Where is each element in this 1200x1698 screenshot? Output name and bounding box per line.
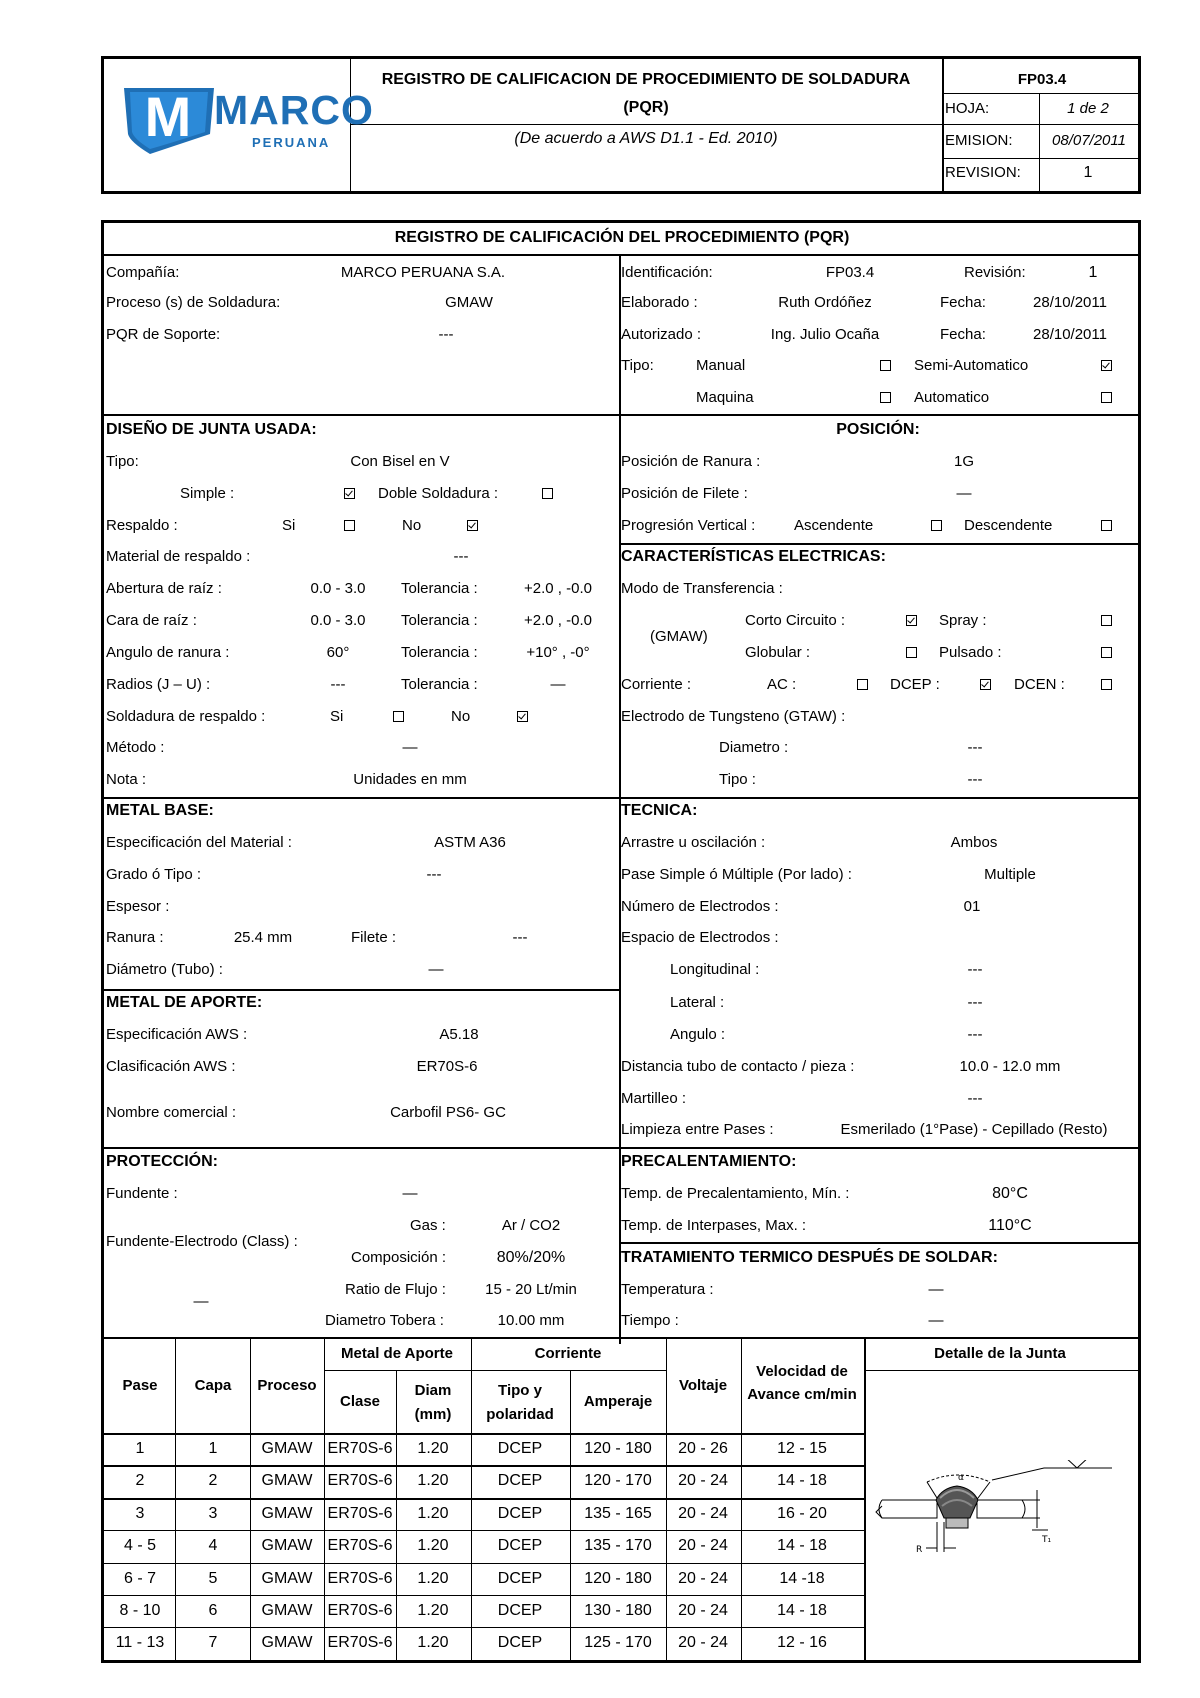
semi-label: Semi-Automatico [914, 357, 1029, 374]
table-cell-proceso: GMAW [261, 1634, 313, 1651]
material-value: --- [453, 548, 469, 565]
table-cell-diam: 1.20 [417, 1634, 449, 1651]
emision-value: 08/07/2011 [1052, 132, 1126, 149]
table-cell-capa: 2 [208, 1472, 218, 1489]
table-cell-voltaje: 20 - 24 [678, 1472, 728, 1489]
table-cell-diam: 1.20 [417, 1570, 449, 1587]
ascendente-checkbox[interactable] [931, 520, 942, 531]
table-row-line [864, 1370, 1138, 1371]
automatico-checkbox[interactable] [1101, 392, 1112, 403]
table-cell-voltaje: 20 - 26 [678, 1440, 728, 1457]
respaldo-label: Respaldo : [106, 517, 178, 534]
dcep-label: DCEP : [890, 676, 940, 693]
rule [104, 797, 1138, 799]
respaldo-no-checkbox[interactable] [467, 520, 478, 531]
precal-min-value: 80°C [992, 1185, 1028, 1202]
table-cell-diam: 1.20 [417, 1472, 449, 1489]
table-cell-tipo: DCEP [497, 1472, 543, 1489]
proceso-label: Proceso (s) de Soldadura: [106, 294, 281, 311]
table-row-line [104, 1563, 864, 1564]
header-div [942, 93, 1139, 94]
gmaw-label: (GMAW) [650, 628, 708, 645]
angulo-tol-value: +10° , -0° [526, 644, 590, 661]
table-cell-tipo: DCEP [497, 1440, 543, 1457]
maquina-label: Maquina [696, 389, 754, 406]
th-detalle: Detalle de la Junta [934, 1345, 1066, 1362]
nombre-value: Carbofil PS6- GC [390, 1104, 506, 1121]
base-title: METAL BASE: [106, 802, 214, 819]
martilleo-value: --- [967, 1090, 983, 1107]
doc-title: REGISTRO DE CALIFICACION DE PROCEDIMIENTO DE SOLDADURA [381, 71, 911, 88]
nota-label: Nota : [106, 771, 147, 788]
ranura-value: 25.4 mm [233, 929, 293, 946]
ac-checkbox[interactable] [857, 679, 868, 690]
table-cell-diam: 1.20 [417, 1602, 449, 1619]
grado-value: --- [426, 866, 442, 883]
table-cell-capa: 7 [208, 1634, 218, 1651]
diametro-tubo-value: — [428, 961, 444, 978]
table-row-line [104, 1465, 864, 1467]
table-cell-diam: 1.20 [417, 1537, 449, 1554]
doc-code: FP03.4 [1017, 71, 1067, 88]
table-cell-pase: 11 - 13 [115, 1634, 165, 1651]
th-diam-unit: (mm) [414, 1406, 452, 1423]
ac-label: AC : [767, 676, 797, 693]
hoja-value: 1 de 2 [1067, 100, 1109, 117]
temperatura-label: Temperatura : [621, 1281, 714, 1298]
numero-value: 01 [963, 898, 981, 915]
rule [104, 1147, 1138, 1149]
abertura-tol-value: +2.0 , -0.0 [524, 580, 592, 597]
table-cell-amperaje: 125 - 170 [584, 1634, 652, 1651]
aporte-title: METAL DE APORTE: [106, 994, 263, 1011]
table-row-line [104, 1627, 864, 1628]
th-diam: Diam [414, 1382, 452, 1399]
pqr-soporte-value: --- [438, 326, 454, 343]
longitudinal-value: --- [967, 961, 983, 978]
pos-ranura-label: Posición de Ranura : [621, 453, 761, 470]
base-espec-value: ASTM A36 [434, 834, 506, 851]
table-cell-capa: 5 [208, 1570, 218, 1587]
radios-tol-value: — [550, 676, 566, 693]
table-cell-pase: 1 [135, 1440, 145, 1457]
lateral-value: --- [967, 994, 983, 1011]
th-corriente: Corriente [534, 1345, 602, 1362]
ranura-label: Ranura : [106, 929, 164, 946]
angulo-tol-label: Tolerancia : [401, 644, 478, 661]
joint-detail-diagram [872, 1460, 1132, 1590]
table-cell-velocidad: 14 -18 [779, 1570, 825, 1587]
fund-elec-label: Fundente-Electrodo (Class) : [106, 1233, 298, 1250]
pase-value: Multiple [984, 866, 1036, 883]
table-cell-clase: ER70S-6 [327, 1440, 393, 1457]
numero-label: Número de Electrodos : [621, 898, 779, 915]
junta-tipo-value: Con Bisel en V [350, 453, 450, 470]
descendente-checkbox[interactable] [1101, 520, 1112, 531]
sold-resp-no-label: No [451, 708, 471, 725]
tung-tipo-label: Tipo : [719, 771, 756, 788]
cara-tol-label: Tolerancia : [401, 612, 478, 629]
header-div [350, 124, 942, 125]
radios-label: Radios (J – U) : [106, 676, 211, 693]
corto-label: Corto Circuito : [745, 612, 846, 629]
header-div [942, 124, 1139, 125]
table-cell-proceso: GMAW [261, 1570, 313, 1587]
compania-value: MARCO PERUANA S.A. [340, 264, 506, 281]
globular-checkbox[interactable] [906, 647, 917, 658]
elaborado-label: Elaborado : [621, 294, 698, 311]
table-cell-velocidad: 14 - 18 [777, 1472, 827, 1489]
limpieza-label: Limpieza entre Pases : [621, 1121, 774, 1138]
abertura-tol-label: Tolerancia : [401, 580, 478, 597]
metodo-value: — [402, 739, 418, 756]
posicion-title: POSICIÓN: [836, 421, 920, 438]
base-espec-label: Especificación del Material : [106, 834, 292, 851]
composicion-value: 80%/20% [496, 1249, 566, 1266]
doc-subtitle: (De acuerdo a AWS D1.1 - Ed. 2010) [514, 130, 778, 147]
filete-value: --- [512, 929, 528, 946]
respaldo-si-checkbox[interactable] [344, 520, 355, 531]
limpieza-value: Esmerilado (1°Pase) - Cepillado (Resto) [840, 1121, 1108, 1138]
table-cell-tipo: DCEP [497, 1505, 543, 1522]
ratio-value: 15 - 20 Lt/min [485, 1281, 577, 1298]
spray-checkbox[interactable] [1101, 615, 1112, 626]
ratio-label: Ratio de Flujo : [345, 1281, 446, 1298]
th-tipo: Tipo y [498, 1382, 542, 1399]
hoja-label: HOJA: [945, 100, 990, 117]
th-amperaje: Amperaje [583, 1393, 653, 1410]
th-metal: Metal de Aporte [341, 1345, 453, 1362]
table-cell-velocidad: 12 - 15 [777, 1440, 827, 1457]
revision-value: 1 [1083, 164, 1093, 181]
temperatura-value: — [928, 1281, 944, 1298]
pulsado-label: Pulsado : [939, 644, 1002, 661]
manual-checkbox[interactable] [880, 360, 891, 371]
precal-min-label: Temp. de Precalentamiento, Mín. : [621, 1185, 850, 1202]
tiempo-value: — [928, 1312, 944, 1329]
table-cell-capa: 6 [208, 1602, 218, 1619]
autorizado-label: Autorizado : [621, 326, 702, 343]
nota-value: Unidades en mm [353, 771, 467, 788]
table-cell-voltaje: 20 - 24 [678, 1570, 728, 1587]
angulo-value: 60° [326, 644, 350, 661]
pqr-soporte-label: PQR de Soporte: [106, 326, 221, 343]
table-cell-voltaje: 20 - 24 [678, 1505, 728, 1522]
progresion-label: Progresión Vertical : [621, 517, 756, 534]
table-cell-capa: 3 [208, 1505, 218, 1522]
table-cell-amperaje: 135 - 170 [584, 1537, 652, 1554]
composicion-label: Composición : [351, 1249, 447, 1266]
elaborado-value: Ruth Ordóñez [778, 294, 872, 311]
table-cell-pase: 6 - 7 [123, 1570, 157, 1587]
fecha2-value: 28/10/2011 [1033, 326, 1107, 343]
table-cell-amperaje: 130 - 180 [584, 1602, 652, 1619]
descendente-label: Descendente [964, 517, 1053, 534]
table-cell-voltaje: 20 - 24 [678, 1634, 728, 1651]
espacio-label: Espacio de Electrodos : [621, 929, 779, 946]
emision-label: EMISION: [945, 132, 1013, 149]
fecha1-label: Fecha: [940, 294, 986, 311]
revision-label: REVISION: [945, 164, 1021, 181]
dcep-checkbox[interactable] [980, 679, 991, 690]
tipo-label: Tipo: [621, 357, 654, 374]
table-row-line [104, 1498, 864, 1500]
svg-text:M: M [144, 85, 192, 148]
fundente-value: — [402, 1185, 418, 1202]
electricas-title: CARACTERÍSTICAS ELECTRICAS: [621, 548, 886, 565]
table-cell-tipo: DCEP [497, 1570, 543, 1587]
tec-angulo-value: --- [967, 1026, 983, 1043]
r-label: R [916, 1545, 923, 1555]
th-proceso: Proceso [257, 1377, 317, 1394]
tobera-value: 10.00 mm [497, 1312, 565, 1329]
pase-label: Pase Simple ó Múltiple (Por lado) : [621, 866, 852, 883]
table-cell-tipo: DCEP [497, 1634, 543, 1651]
lateral-label: Lateral : [670, 994, 725, 1011]
table-cell-clase: ER70S-6 [327, 1602, 393, 1619]
table-cell-velocidad: 12 - 16 [777, 1634, 827, 1651]
longitudinal-label: Longitudinal : [670, 961, 760, 978]
pos-filete-value: — [956, 485, 972, 502]
distancia-label: Distancia tubo de contacto / pieza : [621, 1058, 855, 1075]
cara-tol-value: +2.0 , -0.0 [524, 612, 592, 629]
alpha-label: α [958, 1473, 964, 1483]
table-col [570, 1370, 571, 1660]
table-cell-pase: 4 - 5 [123, 1537, 157, 1554]
identificacion-value: FP03.4 [825, 264, 875, 281]
precal-max-label: Temp. de Interpases, Max. : [621, 1217, 807, 1234]
table-cell-voltaje: 20 - 24 [678, 1537, 728, 1554]
th-polaridad: polaridad [486, 1406, 554, 1423]
compania-label: Compañía: [106, 264, 180, 281]
logo-text: MARCO [214, 87, 374, 133]
tungsteno-label: Electrodo de Tungsteno (GTAW) : [621, 708, 846, 725]
table-row-line [104, 1595, 864, 1596]
table-row-line [104, 1433, 864, 1435]
distancia-value: 10.0 - 12.0 mm [959, 1058, 1061, 1075]
th-clase: Clase [339, 1393, 381, 1410]
table-cell-diam: 1.20 [417, 1440, 449, 1457]
tung-diametro-value: --- [967, 739, 983, 756]
header-div [942, 58, 944, 192]
filete-label: Filete : [351, 929, 397, 946]
tung-tipo-value: --- [967, 771, 983, 788]
fecha2-label: Fecha: [940, 326, 986, 343]
table-cell-clase: ER70S-6 [327, 1570, 393, 1587]
rule [620, 1242, 1138, 1244]
table-cell-velocidad: 16 - 20 [777, 1505, 827, 1522]
rule [104, 1337, 1138, 1339]
main-title: REGISTRO DE CALIFICACIÓN DEL PROCEDIMIENTO (PQR) [394, 229, 850, 246]
tiempo-label: Tiempo : [621, 1312, 679, 1329]
corriente-label: Corriente : [621, 676, 692, 693]
revision2-label: Revisión: [964, 264, 1026, 281]
rule [619, 255, 621, 1344]
t1-label: T₁ [1042, 1535, 1052, 1545]
corto-checkbox[interactable] [906, 615, 917, 626]
semi-checkbox[interactable] [1101, 360, 1112, 371]
martilleo-label: Martilleo : [621, 1090, 687, 1107]
pos-ranura-value: 1G [953, 453, 975, 470]
tobera-label: Diametro Tobera : [325, 1312, 444, 1329]
table-cell-tipo: DCEP [497, 1537, 543, 1554]
precal-title: PRECALENTAMIENTO: [621, 1153, 797, 1170]
header-div [942, 158, 1139, 159]
table-cell-proceso: GMAW [261, 1602, 313, 1619]
table-cell-amperaje: 120 - 180 [584, 1570, 652, 1587]
simple-checkbox[interactable] [344, 488, 355, 499]
table-cell-tipo: DCEP [497, 1602, 543, 1619]
table-cell-pase: 8 - 10 [119, 1602, 161, 1619]
angulo-label: Angulo de ranura : [106, 644, 230, 661]
cara-value: 0.0 - 3.0 [310, 612, 366, 629]
table-cell-velocidad: 14 - 18 [777, 1602, 827, 1619]
cara-label: Cara de raíz : [106, 612, 197, 629]
precal-max-value: 110°C [988, 1217, 1032, 1234]
gas-value: Ar / CO2 [501, 1217, 561, 1234]
sold-resp-label: Soldadura de respaldo : [106, 708, 266, 725]
table-cell-capa: 4 [208, 1537, 218, 1554]
table-cell-clase: ER70S-6 [327, 1537, 393, 1554]
logo-subtext: PERUANA [252, 135, 331, 150]
metodo-label: Método : [106, 739, 165, 756]
table-cell-proceso: GMAW [261, 1505, 313, 1522]
globular-label: Globular : [745, 644, 811, 661]
sold-resp-si-label: Si [330, 708, 344, 725]
respaldo-si-label: Si [282, 517, 296, 534]
junta-tipo-label: Tipo: [106, 453, 139, 470]
simple-label: Simple : [180, 485, 235, 502]
table-col [396, 1370, 397, 1660]
header-div [1039, 93, 1040, 192]
table-cell-clase: ER70S-6 [327, 1634, 393, 1651]
respaldo-no-label: No [402, 517, 422, 534]
table-row-line [324, 1370, 666, 1371]
radios-tol-label: Tolerancia : [401, 676, 478, 693]
dcen-label: DCEN : [1014, 676, 1065, 693]
joint-diagram-icon [872, 1460, 1132, 1590]
autorizado-value: Ing. Julio Ocaña [770, 326, 880, 343]
pos-filete-label: Posición de Filete : [621, 485, 748, 502]
abertura-value: 0.0 - 3.0 [310, 580, 366, 597]
diametro-tubo-label: Diámetro (Tubo) : [106, 961, 223, 978]
th-pase: Pase [122, 1377, 158, 1394]
modo-label: Modo de Transferencia : [621, 580, 783, 597]
manual-label: Manual [696, 357, 746, 374]
table-row-line [104, 1530, 864, 1531]
th-voltaje: Voltaje [678, 1377, 728, 1394]
table-cell-amperaje: 135 - 165 [584, 1505, 652, 1522]
doc-title-sub: (PQR) [623, 99, 669, 116]
table-cell-proceso: GMAW [261, 1472, 313, 1489]
table-cell-proceso: GMAW [261, 1440, 313, 1457]
company-logo [120, 82, 374, 157]
rule [104, 989, 619, 991]
identificacion-label: Identificación: [621, 264, 713, 281]
doble-label: Doble Soldadura : [378, 485, 499, 502]
sold-resp-si-checkbox[interactable] [393, 711, 404, 722]
table-col [864, 1337, 866, 1660]
pulsado-checkbox[interactable] [1101, 647, 1112, 658]
clasif-label: Clasificación AWS : [106, 1058, 236, 1075]
table-cell-diam: 1.20 [417, 1505, 449, 1522]
abertura-label: Abertura de raíz : [106, 580, 222, 597]
automatico-label: Automatico [914, 389, 990, 406]
fecha1-value: 28/10/2011 [1033, 294, 1107, 311]
rule [104, 414, 1138, 416]
dcen-checkbox[interactable] [1101, 679, 1112, 690]
grado-label: Grado ó Tipo : [106, 866, 202, 883]
table-cell-amperaje: 120 - 180 [584, 1440, 652, 1457]
fund-elec-value: — [193, 1293, 209, 1310]
table-cell-velocidad: 14 - 18 [777, 1537, 827, 1554]
tung-diametro-label: Diametro : [719, 739, 789, 756]
th-capa: Capa [194, 1377, 232, 1394]
aporte-espec-label: Especificación AWS : [106, 1026, 248, 1043]
table-cell-clase: ER70S-6 [327, 1472, 393, 1489]
proceso-value: GMAW [445, 294, 493, 311]
junta-title: DISEÑO DE JUNTA USADA: [106, 421, 317, 438]
ascendente-label: Ascendente [794, 517, 874, 534]
espesor-label: Espesor : [106, 898, 170, 915]
material-label: Material de respaldo : [106, 548, 251, 565]
proteccion-title: PROTECCIÓN: [106, 1153, 218, 1170]
tratamiento-title: TRATAMIENTO TERMICO DESPUÉS DE SOLDAR: [621, 1249, 998, 1266]
arrastre-value: Ambos [950, 834, 998, 851]
aporte-espec-value: A5.18 [439, 1026, 479, 1043]
revision2-value: 1 [1088, 264, 1098, 281]
spray-label: Spray : [939, 612, 987, 629]
doble-checkbox[interactable] [542, 488, 553, 499]
rule [620, 543, 1138, 545]
table-cell-pase: 3 [135, 1505, 145, 1522]
table-cell-proceso: GMAW [261, 1537, 313, 1554]
radios-value: --- [330, 676, 346, 693]
th-avance: Avance cm/min [747, 1386, 857, 1403]
nombre-label: Nombre comercial : [106, 1104, 237, 1121]
clasif-value: ER70S-6 [416, 1058, 478, 1075]
tecnica-title: TECNICA: [621, 802, 698, 819]
table-cell-capa: 1 [208, 1440, 218, 1457]
fundente-label: Fundente : [106, 1185, 178, 1202]
sold-resp-no-checkbox[interactable] [517, 711, 528, 722]
table-cell-pase: 2 [135, 1472, 145, 1489]
table-cell-voltaje: 20 - 24 [678, 1602, 728, 1619]
maquina-checkbox[interactable] [880, 392, 891, 403]
th-velocidad: Velocidad de [756, 1363, 848, 1380]
rule [104, 254, 1138, 256]
arrastre-label: Arrastre u oscilación : [621, 834, 766, 851]
table-cell-clase: ER70S-6 [327, 1505, 393, 1522]
tec-angulo-label: Angulo : [670, 1026, 726, 1043]
table-cell-amperaje: 120 - 170 [584, 1472, 652, 1489]
gas-label: Gas : [410, 1217, 446, 1234]
